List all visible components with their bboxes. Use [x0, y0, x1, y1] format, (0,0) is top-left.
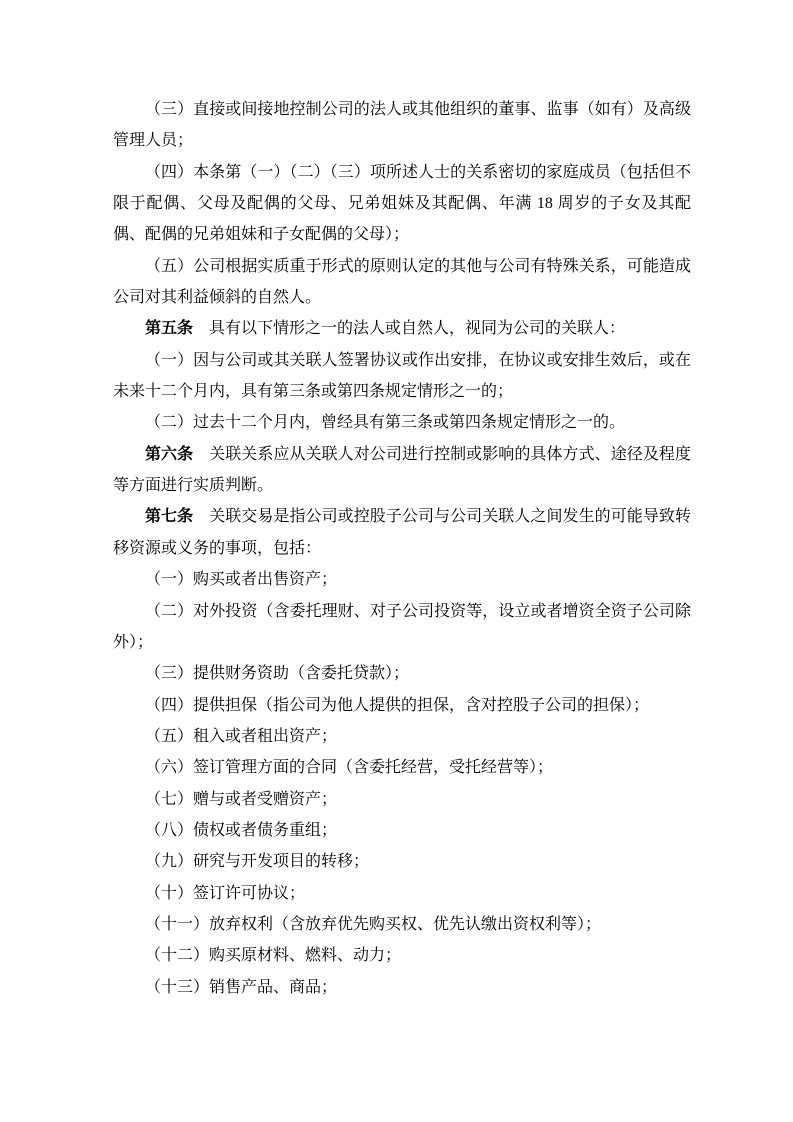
paragraph-text: 关联关系应从关联人对公司进行控制或影响的具体方式、途径及程度等方面进行实质判断。: [113, 445, 691, 495]
paragraph-text: （七）赠与或者受赠资产；: [145, 790, 338, 808]
paragraph-text: 关联交易是指公司或控股子公司与公司关联人之间发生的可能导致转移资源或义务的事项，包括：: [113, 508, 691, 557]
paragraph-text: （六）签订管理方面的合同（含委托经营，受托经营等）；: [145, 759, 554, 777]
paragraph-text: （十一）放弃权利（含放弃优先购买权、优先认缴出资权利等）；: [145, 915, 602, 933]
paragraph-text: （八）债权或者债务重组；: [145, 821, 338, 839]
paragraph: [113, 846, 691, 877]
paragraph-text: 具有以下情形之一的法人或自然人，视同为公司的关联人：: [209, 320, 626, 338]
paragraph: [113, 596, 691, 659]
paragraph: [113, 972, 691, 1003]
paragraph: [113, 251, 691, 314]
paragraph-text: （九）研究与开发项目的转移；: [145, 853, 370, 871]
paragraph: [113, 721, 691, 752]
paragraph: [113, 752, 691, 783]
paragraph: [113, 94, 691, 157]
paragraph-text: （二）过去十二个月内，曾经具有第三条或第四条规定情形之一的。: [145, 414, 626, 432]
paragraph-text: （五）租入或者租出资产；: [145, 727, 338, 745]
paragraph: [113, 345, 691, 408]
paragraph: [113, 940, 691, 971]
paragraph-text: （二）对外投资（含委托理财、对子公司投资等，设立或者增资全资子公司除外）；: [113, 602, 691, 651]
paragraph: [113, 313, 691, 344]
paragraph-text: （十）签订许可协议；: [145, 884, 306, 902]
paragraph-text: （十二）购买原材料、燃料、动力；: [145, 947, 402, 965]
paragraph-text: （一）购买或者出售资产；: [145, 571, 338, 589]
paragraph: [113, 658, 691, 689]
paragraph-text: （一）因与公司或其关联人签署协议或作出安排，在协议或安排生效后，或在未来十二个月内，具有第三条或第四条规定情形之一的；: [113, 351, 691, 401]
paragraph: [113, 909, 691, 940]
paragraph-text: （五）公司根据实质重于形式的原则认定的其他与公司有特殊关系，可能造成公司对其利益倾斜的自然人。: [113, 257, 691, 307]
paragraph: [113, 690, 691, 721]
paragraph: [113, 564, 691, 595]
paragraph: [113, 157, 691, 251]
paragraph: [113, 501, 691, 564]
paragraph-text: （四）本条第（一）（二）（三）项所述人士的关系密切的家庭成员（包括但不限于配偶、父母及配偶的父母、兄弟姐妹及其配偶、年满 18 周岁的子女及其配偶、配偶的兄弟姐妹和子女配偶的父母）；: [113, 163, 691, 244]
paragraph-text: （三）提供财务资助（含委托贷款）；: [145, 665, 410, 683]
paragraph: [113, 815, 691, 846]
article-number: 第六条: [145, 445, 194, 463]
article-number: 第五条: [145, 320, 194, 338]
document-body: [113, 94, 691, 1003]
paragraph: [113, 439, 691, 502]
paragraph-text: （四）提供担保（指公司为他人提供的担保，含对控股子公司的担保）；: [145, 696, 650, 714]
paragraph-text: （十三）销售产品、商品；: [145, 978, 338, 996]
article-number: 第七条: [145, 508, 194, 526]
paragraph-text: （三）直接或间接地控制公司的法人或其他组织的董事、监事（如有）及高级管理人员；: [113, 101, 691, 150]
paragraph: [113, 784, 691, 815]
paragraph: [113, 878, 691, 909]
paragraph: [113, 407, 691, 438]
